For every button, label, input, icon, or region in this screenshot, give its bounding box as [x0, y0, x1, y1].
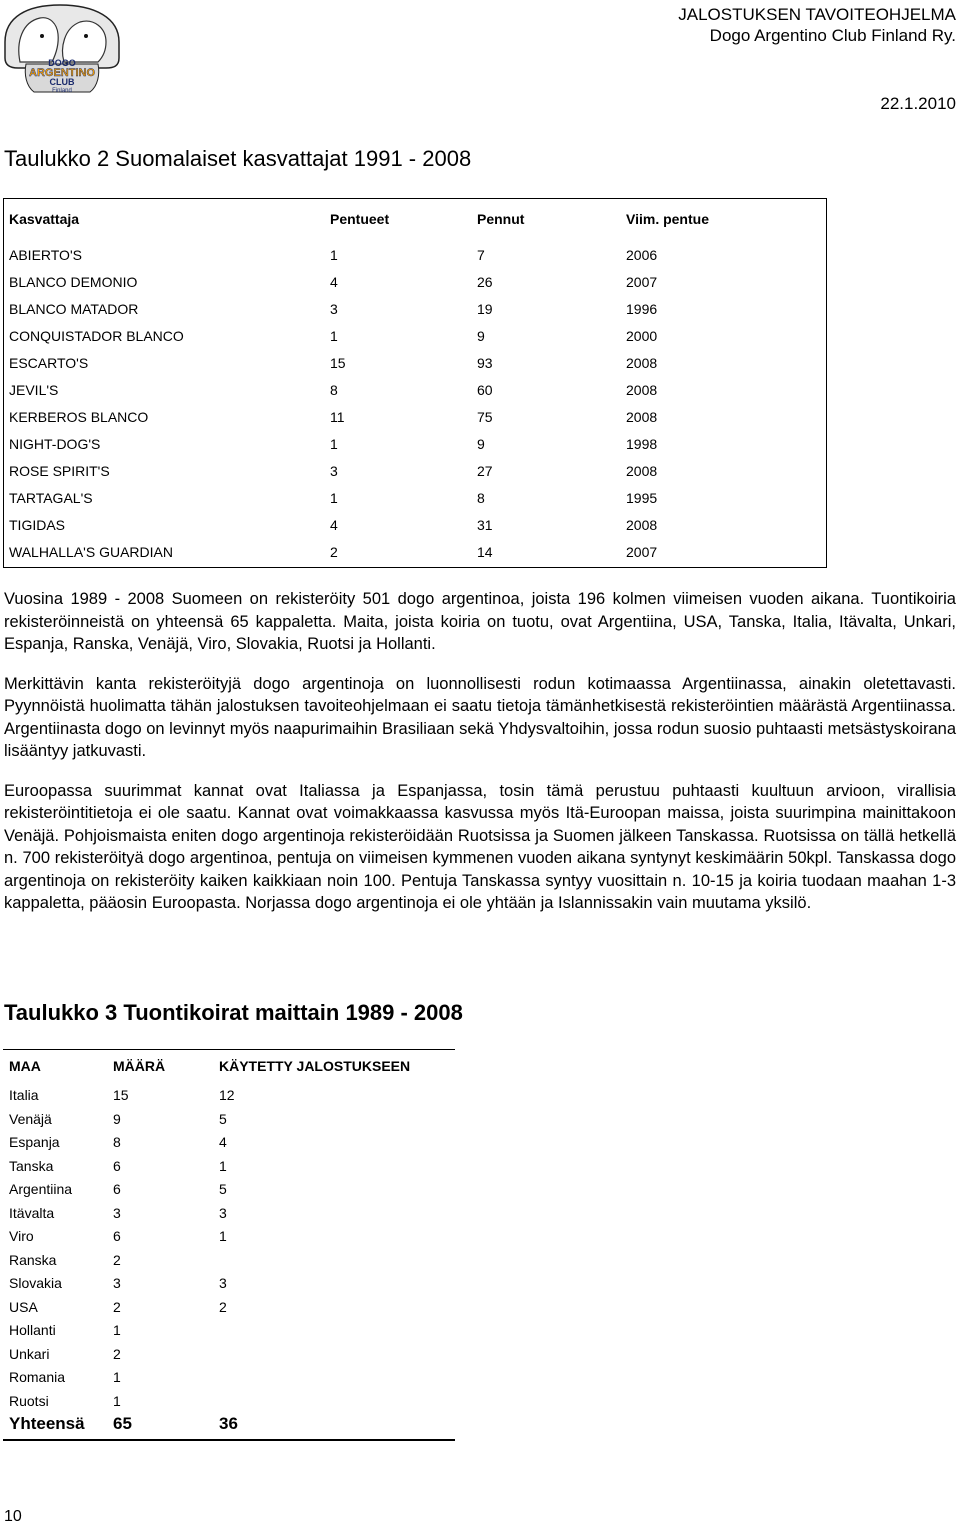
table-row: [3, 1320, 455, 1340]
table-cell: Romania: [9, 1369, 66, 1385]
table-row: [4, 272, 826, 292]
table-cell: 15: [330, 355, 346, 371]
body-text: [4, 588, 956, 932]
table-total-row: [3, 1414, 455, 1434]
total-count: 65: [113, 1414, 132, 1433]
table-cell: 1: [330, 490, 338, 506]
table-cell: 2: [113, 1298, 121, 1315]
table-cell: 2008: [626, 355, 658, 371]
svg-text:CLUB: CLUB: [49, 77, 75, 87]
table-cell: 3: [113, 1204, 121, 1221]
table-cell: Slovakia: [9, 1275, 62, 1291]
table-cell: 9: [477, 436, 485, 452]
table-cell: 60: [477, 382, 493, 398]
table-row: [4, 515, 826, 535]
table-cell: 75: [477, 409, 493, 425]
table-cell: Viro: [9, 1228, 34, 1244]
table-cell: 2: [113, 1251, 121, 1268]
header-cell: MÄÄRÄ: [113, 1058, 166, 1074]
table-row: [3, 1344, 455, 1364]
table-cell: 8: [113, 1134, 121, 1150]
svg-text:DOGO: DOGO: [48, 58, 76, 68]
table-cell: KERBEROS BLANCO: [9, 409, 149, 425]
document-title: JALOSTUKSEN TAVOITEOHJELMA: [678, 5, 956, 24]
table-cell: Ranska: [9, 1251, 57, 1268]
table-cell: 1998: [626, 436, 658, 452]
imports-table: [3, 1049, 455, 1441]
table-cell: ESCARTO'S: [9, 355, 89, 371]
table-cell: Tanska: [9, 1157, 54, 1174]
breeders-table: [3, 198, 827, 568]
table2-title: Taulukko 2 Suomalaiset kasvattajat 1991 - 2008: [4, 146, 472, 171]
document-date: 22.1.2010: [880, 94, 956, 113]
table-row: [3, 1156, 455, 1176]
total-used: 36: [219, 1414, 238, 1433]
table-cell: 2008: [626, 382, 658, 398]
paragraph: Merkittävin kanta rekisteröityjä dogo argentinoja on luonnollisesti rodun kotimaassa Argentiinassa, ainakin oletettavasti. Pyynnöistä huolimatta tähän jalostuksen tavoiteohjelmaan ei saatu tietoja tämänhetkisestä rekisteröintien määrästä Argentiinassa. Argentiinasta dogo on levinnyt myös naapurimaihin Brasiliaan sekä Yhdysvaltoihin, jossa rodun suosio puhtaasti metsästyskoirana lisääntyy jatkuvasti.: [4, 674, 956, 760]
header-cell: Pentueet: [330, 211, 390, 227]
table-cell: Espanja: [9, 1134, 60, 1150]
header-cell: Pennut: [477, 211, 525, 227]
table-cell: 3: [113, 1275, 121, 1291]
table-cell: 1: [219, 1157, 227, 1174]
table-cell: 1: [113, 1392, 121, 1409]
table-row: [3, 1273, 455, 1293]
table-row: [3, 1250, 455, 1270]
table-row: [4, 353, 826, 373]
table-cell: Hollanti: [9, 1322, 56, 1338]
table-cell: 1: [113, 1369, 121, 1385]
table-cell: Itävalta: [9, 1204, 55, 1221]
table-header-row: [3, 1056, 455, 1076]
header-cell: MAA: [9, 1058, 41, 1074]
table-cell: 3: [330, 463, 338, 479]
table-cell: USA: [9, 1298, 38, 1315]
table-cell: Argentiina: [9, 1181, 73, 1197]
table-cell: 6: [113, 1228, 121, 1244]
table-cell: 2007: [626, 274, 658, 290]
table-row: [3, 1297, 455, 1317]
table-cell: 2008: [626, 409, 658, 425]
table-cell: 9: [113, 1110, 121, 1127]
table-cell: 14: [477, 544, 493, 560]
table-row: [4, 299, 826, 319]
paragraph: Vuosina 1989 - 2008 Suomeen on rekisteröity 501 dogo argentinoa, joista 196 kolmen viimeisen vuoden aikana. Tuontikoiria rekisteröinneistä on yhteensä 65 kappaletta. Maita, joista koiria on tuotu, ovat Argentiina, USA, Tanska, Italia, Itävalta, Unkari, Espanja, Ranska, Venäjä, Viro, Slovakia, Ruotsi ja Hollanti.: [4, 590, 956, 653]
table-row: [4, 461, 826, 481]
svg-text:Finland: Finland: [52, 88, 72, 94]
table-cell: CONQUISTADOR BLANCO: [9, 328, 184, 344]
table-row: [4, 326, 826, 346]
table-cell: TIGIDAS: [9, 517, 66, 533]
document-header: [678, 4, 956, 46]
table-cell: 1: [330, 328, 338, 344]
table-row: [3, 1085, 455, 1105]
table-cell: Ruotsi: [9, 1392, 49, 1409]
table-cell: 1: [219, 1228, 227, 1244]
header-cell: Kasvattaja: [9, 211, 80, 227]
table-cell: 2006: [626, 247, 658, 263]
table-cell: Unkari: [9, 1345, 50, 1362]
table-cell: 1995: [626, 490, 658, 506]
table-cell: 1: [330, 436, 338, 452]
table-cell: 6: [113, 1181, 121, 1197]
page-number: 10: [4, 1508, 22, 1525]
header-cell: KÄYTETTY JALOSTUKSEEN: [219, 1058, 411, 1074]
table-row: [4, 380, 826, 400]
table-cell: 2008: [626, 463, 658, 479]
table-cell: 2008: [626, 517, 658, 533]
table-cell: 26: [477, 274, 493, 290]
table-row: [3, 1226, 455, 1246]
table-cell: 19: [477, 301, 493, 317]
table-row: [3, 1179, 455, 1199]
table-cell: 27: [477, 463, 493, 479]
table-cell: 2: [330, 544, 338, 560]
club-logo: [2, 2, 122, 94]
table-row: [4, 488, 826, 508]
table-cell: 2: [113, 1345, 121, 1362]
table-row: [3, 1391, 455, 1411]
svg-text:ARGENTINO: ARGENTINO: [29, 67, 95, 79]
table-cell: 4: [330, 517, 338, 533]
table-cell: 1: [330, 247, 338, 263]
table-cell: Italia: [9, 1087, 39, 1103]
table-cell: TARTAGAL'S: [9, 490, 93, 506]
table-row: [3, 1203, 455, 1223]
table-cell: JEVIL'S: [9, 382, 59, 398]
table-row: [4, 542, 826, 562]
table-header-row: [4, 209, 826, 229]
table-cell: Venäjä: [9, 1110, 52, 1127]
table-row: [4, 407, 826, 427]
table-cell: 5: [219, 1181, 227, 1197]
table-cell: 31: [477, 517, 493, 533]
table-row: [3, 1109, 455, 1129]
table-row: [3, 1367, 455, 1387]
table-cell: 12: [219, 1087, 235, 1103]
table-cell: WALHALLA'S GUARDIAN: [9, 544, 173, 560]
table-cell: 93: [477, 355, 493, 371]
table-cell: 5: [219, 1110, 227, 1127]
table-cell: 8: [477, 490, 485, 506]
table-cell: 11: [330, 409, 345, 425]
table-cell: 9: [477, 328, 485, 344]
table-cell: BLANCO MATADOR: [9, 301, 139, 317]
table-cell: 4: [330, 274, 338, 290]
table-cell: ABIERTO'S: [9, 247, 82, 263]
table-cell: 15: [113, 1087, 129, 1103]
table-cell: BLANCO DEMONIO: [9, 274, 138, 290]
table-cell: 3: [219, 1204, 227, 1221]
table-cell: NIGHT-DOG'S: [9, 436, 101, 452]
table-row: [4, 434, 826, 454]
table-cell: 7: [477, 247, 485, 263]
paragraph: Euroopassa suurimmat kannat ovat Italiassa ja Espanjassa, tosin tämä perustuu puhtaasti kuultuun arvioon, virallisia rekisteröintitietoja ei ole saatu. Kannat ovat voimakkaassa kasvussa myös Itä-Euroopan maissa, joista suurimpina mainittakoon Venäjä. Pohjoismaista eniten dogo argentinoja rekisteröidään Ruotsissa ja Suomen jälkeen Tanskassa. Ruotsissa on tällä hetkellä n. 700 rekisteröityä dogo argentinoa, pentuja on viimeisen kymmenen vuoden aikana syntynyt keskimäärin 50kpl. Tanskassa dogo argentinoja on rekisteröity kaiken kaikkiaan noin 100. Pentuja Tanskassa syntyy vuosittain n. 10-15 ja koiria tuodaan maahan 1-3 kappaletta, pääosin Euroopasta. Norjassa dogo argentinoja ei ole yhtään ja Islannissakin vain muutama yksilö.: [4, 781, 956, 912]
table3-title: Taulukko 3 Tuontikoirat maittain 1989 - 2008: [4, 1000, 463, 1025]
table-cell: 2007: [626, 544, 658, 560]
header-cell: Viim. pentue: [626, 211, 709, 227]
table-cell: 1996: [626, 301, 658, 317]
table-cell: 3: [330, 301, 338, 317]
table-cell: 1: [113, 1322, 121, 1338]
table-row: [3, 1132, 455, 1152]
table-cell: 8: [330, 382, 338, 398]
table-cell: ROSE SPIRIT'S: [9, 463, 110, 479]
table-cell: 3: [219, 1275, 227, 1291]
total-label: Yhteensä: [9, 1414, 85, 1433]
club-name: Dogo Argentino Club Finland Ry.: [709, 26, 956, 45]
table-cell: 6: [113, 1157, 121, 1174]
table-cell: 4: [219, 1134, 227, 1150]
table-cell: 2000: [626, 328, 658, 344]
table-cell: 2: [219, 1298, 227, 1315]
table-row: [4, 245, 826, 265]
